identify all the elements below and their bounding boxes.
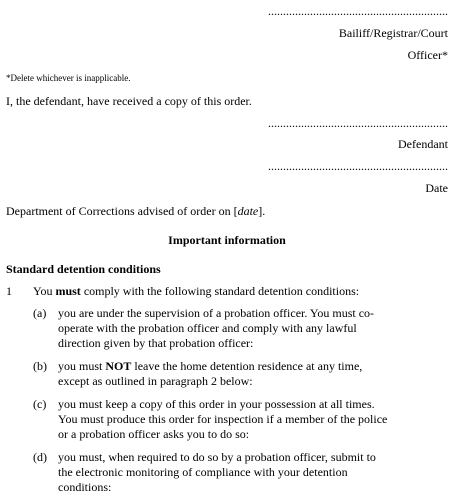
corrections-notice	[6, 204, 265, 219]
item-c-line-1: you must keep a copy of this order in your possession at all times.	[58, 397, 375, 411]
footnote: *Delete whichever is inapplicable.	[6, 73, 131, 83]
corrections-text: Department of Corrections advised of order on [	[6, 204, 238, 218]
acknowledgement-text: I, the defendant, have received a copy of this order.	[6, 94, 252, 108]
officer-signature-line: ............................................................	[268, 4, 448, 18]
defendant-signature-line: ............................................................	[268, 116, 448, 130]
important-information-heading: Important information	[168, 233, 286, 247]
item-b-text	[58, 359, 448, 389]
clause-text-post: comply with the following standard detention conditions:	[80, 284, 360, 298]
defendant-label: Defendant	[398, 137, 448, 151]
item-a-line-3: direction given by that probation officer:	[58, 336, 254, 350]
date-signature-line: ............................................................	[268, 159, 448, 173]
corrections-text-end: ].	[258, 204, 266, 218]
item-c-label: (c)	[33, 397, 47, 411]
item-b-post: leave the home detention residence at any time,	[131, 359, 363, 373]
item-b-line-2: except as outlined in paragraph 2 below:	[58, 374, 253, 388]
item-b-line-1	[58, 359, 448, 374]
item-d-label: (d)	[33, 450, 47, 464]
officer-title-line1: Bailiff/Registrar/Court	[338, 26, 448, 40]
item-d-line-2: the electronic monitoring of compliance with your detention	[58, 465, 348, 479]
officer-title-line2: Officer*	[407, 48, 448, 62]
item-a-line-1: you are under the supervision of a probation officer. You must co-	[58, 306, 375, 320]
item-d-text	[58, 450, 448, 495]
item-d-line-1: you must, when required to do so by a probation officer, submit to	[58, 450, 376, 464]
item-c-line-3: or a probation officer asks you to do so:	[58, 427, 250, 441]
clause-text	[33, 284, 359, 299]
section-title: Standard detention conditions	[6, 262, 161, 276]
date-label: Date	[425, 181, 448, 195]
item-b-pre: you must	[58, 359, 106, 373]
item-c-line-2: You must produce this order for inspection if a member of the police	[58, 412, 388, 426]
date-placeholder: date	[237, 204, 259, 218]
item-a-label: (a)	[33, 306, 47, 320]
item-b-label: (b)	[33, 359, 47, 373]
item-c-text	[58, 397, 448, 442]
item-a-line-2: operate with the probation officer and comply with any lawful	[58, 321, 357, 335]
clause-text-bold: must	[55, 284, 81, 298]
clause-text-pre: You	[33, 284, 56, 298]
item-b-bold: NOT	[105, 359, 132, 373]
clause-number: 1	[6, 284, 12, 298]
item-a-text	[58, 306, 448, 351]
item-d-line-3: conditions:	[58, 480, 112, 494]
